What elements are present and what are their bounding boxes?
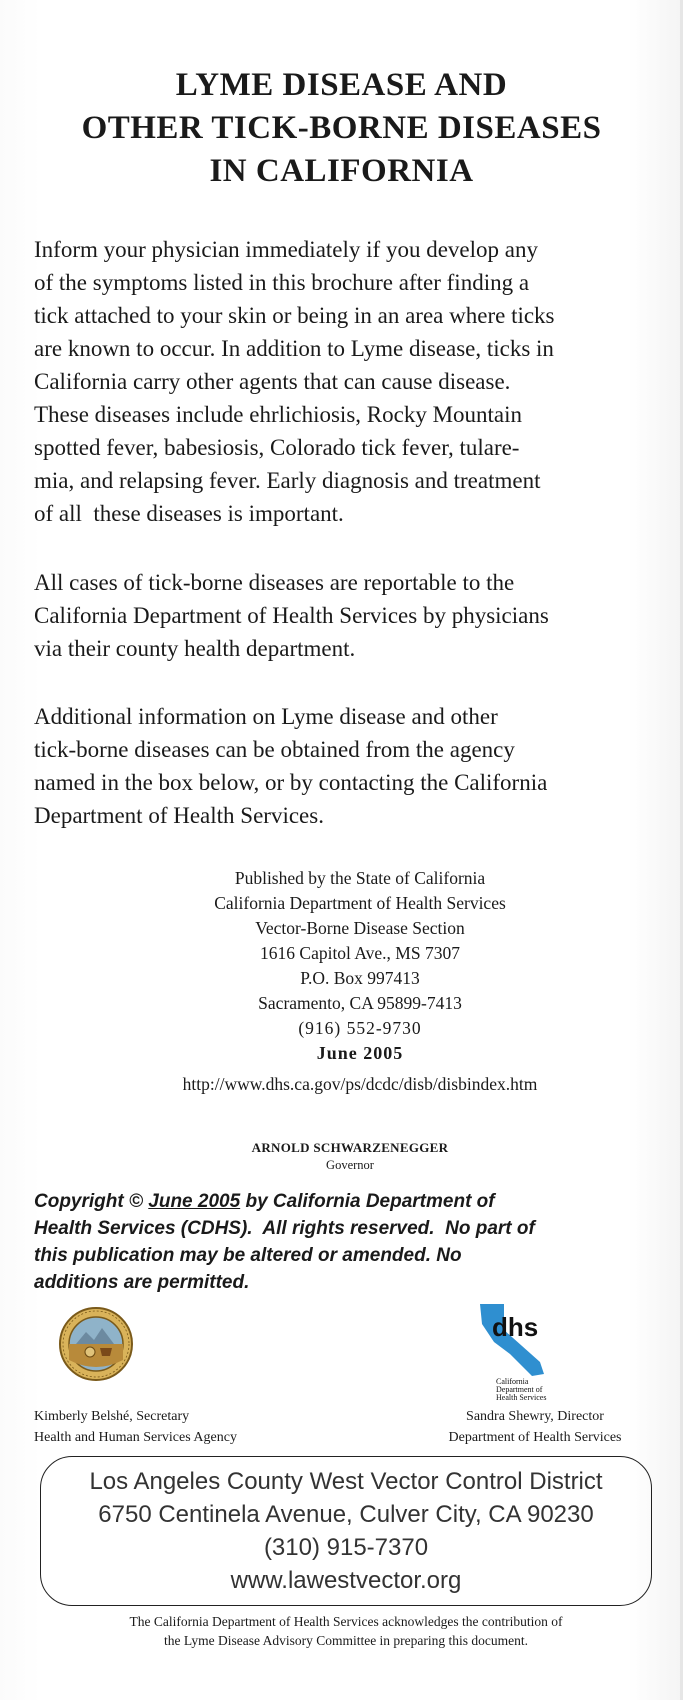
- copyright-date: June 2005: [148, 1191, 241, 1212]
- text-line: California Department of Health Services by physicians: [34, 603, 549, 628]
- text-line: spotted fever, babesiosis, Colorado tick fever, tulare-: [34, 435, 520, 460]
- governor-block: [130, 1140, 570, 1173]
- dhs-logo: [474, 1300, 572, 1400]
- text-line: of the symptoms listed in this brochure after finding a: [34, 270, 530, 295]
- dhs-caption-line: Department of: [496, 1385, 543, 1394]
- copyright-line: [34, 1188, 664, 1215]
- publisher-line: Vector-Borne Disease Section: [255, 918, 465, 938]
- paragraph-additional-info: [34, 700, 664, 832]
- publication-date: June 2005: [316, 1043, 404, 1063]
- governor-name: ARNOLD SCHWARZENEGGER: [251, 1140, 449, 1155]
- text-line: All cases of tick-borne diseases are reportable to the: [34, 570, 515, 595]
- copyright-line: Health Services (CDHS). All rights reserved. No part of: [34, 1218, 535, 1239]
- text-line: tick attached to your skin or being in an area where ticks: [34, 303, 555, 328]
- acknowledgement: [40, 1612, 652, 1650]
- text-line: named in the box below, or by contacting the California: [34, 770, 548, 795]
- agency-phone: (310) 915-7370: [263, 1534, 429, 1561]
- text-line: of all these diseases is important.: [34, 501, 344, 526]
- page-title: [20, 64, 663, 193]
- title-line: IN CALIFORNIA: [209, 153, 474, 189]
- publisher-city: Sacramento, CA 95899-7413: [258, 993, 462, 1013]
- signature-agency: Department of Health Services: [448, 1430, 622, 1445]
- publisher-line: California Department of Health Services: [214, 893, 506, 913]
- signature-name: Kimberly Belshé, Secretary: [34, 1409, 190, 1424]
- dhs-logo-text: dhs: [492, 1312, 539, 1342]
- text-line: Inform your physician immediately if you develop any: [34, 237, 538, 262]
- text-line: These diseases include ehrlichiosis, Rocky Mountain: [34, 402, 523, 427]
- agency-name: Los Angeles County West Vector Control District: [89, 1468, 603, 1495]
- governor-title: Governor: [326, 1158, 374, 1172]
- text-line: tick-borne diseases can be obtained from the agency: [34, 737, 515, 762]
- dhs-caption-line: Health Services: [496, 1393, 547, 1400]
- title-line: LYME DISEASE AND: [175, 67, 508, 103]
- title-line: OTHER TICK-BORNE DISEASES: [81, 110, 602, 146]
- copyright-prefix: Copyright ©: [34, 1191, 149, 1212]
- agency-website[interactable]: www.lawestvector.org: [230, 1567, 462, 1594]
- dhs-caption-line: California: [496, 1377, 529, 1386]
- publisher-line: Published by the State of California: [234, 868, 486, 888]
- agency-address: 6750 Centinela Avenue, Culver City, CA 90230: [98, 1501, 594, 1528]
- paragraph-inform-physician: [34, 233, 664, 530]
- text-line: Department of Health Services.: [34, 803, 324, 828]
- text-line: are known to occur. In addition to Lyme disease, ticks in: [34, 336, 554, 361]
- agency-contact-box: [40, 1456, 652, 1606]
- acknowledgement-line: The California Department of Health Services acknowledges the contribution of: [129, 1614, 563, 1629]
- text-line: California carry other agents that can cause disease.: [34, 369, 511, 394]
- publisher-phone: (916) 552-9730: [298, 1018, 422, 1038]
- paragraph-reportable: [34, 566, 664, 665]
- copyright-notice: [34, 1188, 664, 1296]
- signature-name: Sandra Shewry, Director: [466, 1409, 604, 1424]
- california-seal-icon: [56, 1304, 136, 1384]
- text-line: Additional information on Lyme disease and other: [34, 704, 498, 729]
- copyright-line: this publication may be altered or amended. No: [34, 1245, 462, 1266]
- copyright-suffix: by California Department of: [240, 1191, 495, 1212]
- publisher-address: 1616 Capitol Ave., MS 7307: [260, 943, 460, 963]
- publisher-block: [60, 866, 660, 1097]
- publisher-po-box: P.O. Box 997413: [300, 968, 420, 988]
- text-line: via their county health department.: [34, 636, 356, 661]
- publisher-url[interactable]: http://www.dhs.ca.gov/ps/dcdc/disb/disbindex.htm: [182, 1074, 538, 1094]
- text-line: mia, and relapsing fever. Early diagnosis and treatment: [34, 468, 541, 493]
- signature-right: [420, 1406, 650, 1448]
- signature-agency: Health and Human Services Agency: [34, 1430, 237, 1445]
- copyright-line: additions are permitted.: [34, 1272, 250, 1293]
- acknowledgement-line: the Lyme Disease Advisory Committee in preparing this document.: [163, 1633, 529, 1648]
- signature-left: [34, 1406, 237, 1448]
